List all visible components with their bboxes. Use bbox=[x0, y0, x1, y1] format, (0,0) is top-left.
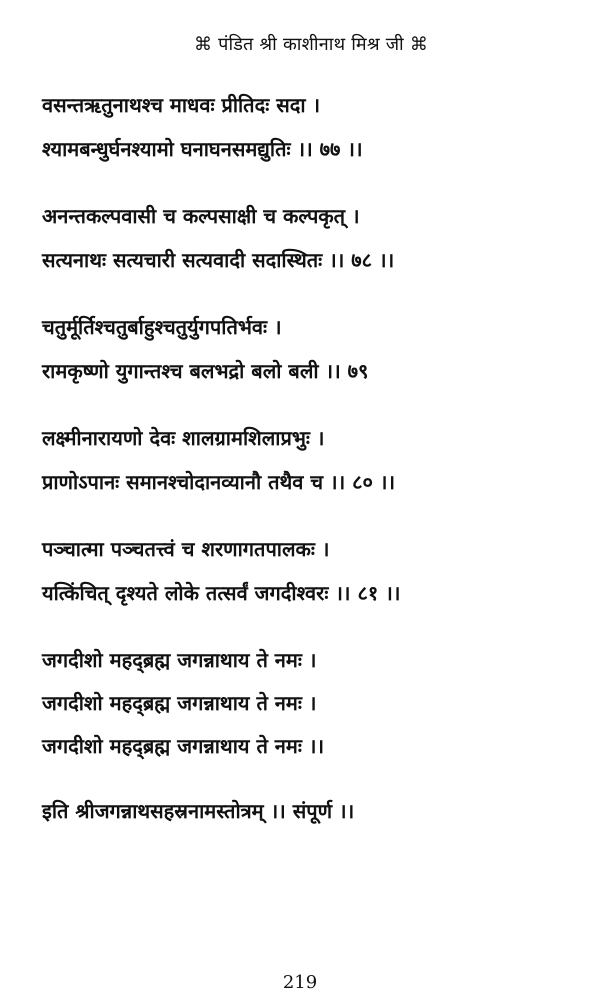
verse-80-line-2: प्राणोऽपानः समानश्चोदानव्यानौ तथैव च ।। ८० ।। bbox=[42, 470, 396, 494]
verse-78-line-1: अनन्तकल्पवासी च कल्पसाक्षी च कल्पकृत् । bbox=[42, 204, 360, 228]
verse-81-line-1: पञ्चात्मा पञ्चतत्त्वं च शरणागतपालकः । bbox=[42, 537, 330, 561]
verse-77-line-2: श्यामबन्धुर्घनश्यामो घनाघनसमद्युतिः ।। ७७ ।। bbox=[42, 137, 363, 161]
verse-81-line-2: यत्किंचित् दृश्यते लोके तत्सर्वं जगदीश्वरः ।। ८१ ।। bbox=[42, 581, 401, 605]
closing-line-1: जगदीशो महद्ब्रह्म जगन्नाथाय ते नमः । bbox=[42, 648, 317, 672]
page-number: 219 bbox=[282, 972, 318, 993]
closing-line-3: जगदीशो महद्ब्रह्म जगन्नाथाय ते नमः ।। bbox=[42, 734, 325, 758]
verse-79-line-2: रामकृष्णो युगान्तश्च बलभद्रो बलो बली ।। ७९ bbox=[42, 359, 369, 383]
page-header: ⌘ पंडित श्री काशीनाथ मिश्र जी ⌘ bbox=[194, 34, 429, 55]
verse-78-line-2: सत्यनाथः सत्यचारी सत्यवादी सदास्थितः ।। ७८ ।। bbox=[42, 248, 395, 272]
verse-79-line-1: चतुर्मूर्तिश्चतुर्बाहुश्चतुर्युगपतिर्भवः । bbox=[42, 315, 282, 339]
verse-77-line-1: वसन्तऋतुनाथश्च माधवः प्रीतिदः सदा । bbox=[42, 93, 321, 117]
verse-80-line-1: लक्ष्मीनारायणो देवः शालग्रामशिलाप्रभुः । bbox=[42, 426, 325, 450]
colophon: इति श्रीजगन्नाथसहस्रनामस्तोत्रम् ।। संपूर्ण ।। bbox=[42, 799, 355, 823]
closing-line-2: जगदीशो महद्ब्रह्म जगन्नाथाय ते नमः । bbox=[42, 691, 317, 715]
